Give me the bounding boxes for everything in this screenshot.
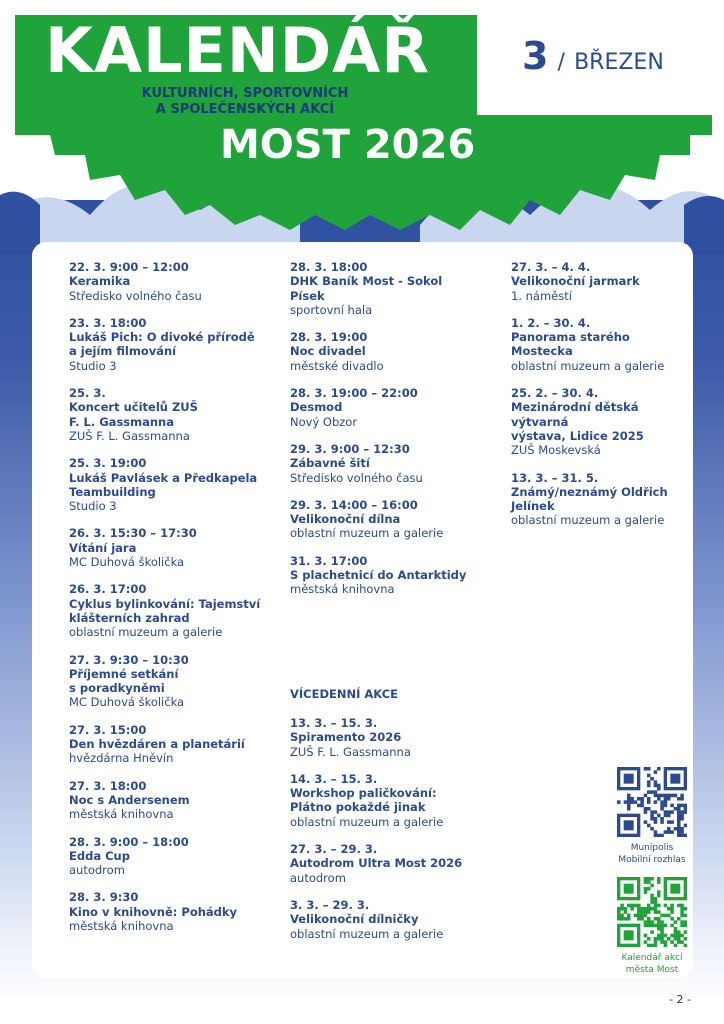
event-place: městská knihovna: [290, 582, 395, 597]
event-title: Edda Cup: [69, 848, 130, 863]
event-place: ZUŠ F. L. Gassmanna: [290, 744, 411, 759]
event-place: ZUŠ Moskevská: [511, 443, 601, 458]
qr-code-calendar-icon: [617, 877, 687, 947]
event-title: Velikonoční dílna: [290, 512, 401, 527]
event-item: [511, 386, 691, 457]
event-item: [290, 442, 500, 485]
page-title: KALENDÁŘ: [45, 14, 430, 87]
event-title: Noc divadel: [290, 344, 366, 359]
event-item: [69, 456, 279, 513]
event-item: [69, 835, 279, 878]
events-column-3: [511, 260, 691, 541]
event-date: 22. 3. 9:00 – 12:00: [69, 260, 189, 274]
event-date: 14. 3. – 15. 3.: [290, 771, 378, 786]
event-date: 27. 3. – 4. 4.: [511, 260, 591, 274]
event-item: [69, 526, 279, 569]
event-place: oblastní muzeum a galerie: [290, 926, 444, 941]
event-date: 28. 3. 9:00 – 18:00: [69, 834, 189, 849]
event-title: s poradkyněmi: [69, 681, 165, 696]
event-title: Autodrom Ultra Most 2026: [290, 856, 463, 871]
event-title: Vítání jara: [69, 540, 137, 555]
event-title: Zábavné šití: [290, 456, 370, 471]
event-title: Panorama starého Mostecka: [511, 330, 630, 359]
event-title: Cyklus bylinkování: Tajemství: [69, 596, 261, 611]
event-place: sportovní hala: [290, 302, 373, 317]
event-title: Kino v knihovně: Pohádky: [69, 904, 238, 919]
subtitle-line1: KULTURNÍCH, SPORTOVNÍCH: [141, 86, 349, 101]
event-title: Keramika: [69, 274, 131, 289]
event-place: oblastní muzeum a galerie: [290, 814, 444, 829]
event-date: 28. 3. 18:00: [290, 260, 368, 274]
event-place: oblastní muzeum a galerie: [290, 526, 444, 541]
event-place: oblastní muzeum a galerie: [511, 513, 665, 528]
event-date: 26. 3. 17:00: [69, 582, 147, 597]
event-item: [511, 260, 691, 303]
event-title: Koncert učitelů ZUŠ: [69, 400, 198, 415]
event-place: oblastní muzeum a galerie: [511, 358, 665, 373]
event-place: MC Duhová školička: [69, 695, 185, 710]
qr-label-calendar: [602, 952, 702, 976]
event-date: 23. 3. 18:00: [69, 315, 147, 330]
event-title: Lukáš Pavlásek a Předkapela: [69, 470, 258, 485]
event-item: [69, 260, 279, 303]
event-date: 3. 3. – 29. 3.: [290, 897, 370, 912]
month-separator: /: [557, 50, 565, 75]
event-place: Středisko volného času: [69, 288, 202, 303]
event-place: 1. náměstí: [511, 288, 572, 303]
event-item: [69, 779, 279, 822]
event-place: městská knihovna: [69, 807, 174, 822]
event-title: Známý/neznámý Oldřich: [511, 484, 668, 499]
event-title: Mezinárodní dětská výtvarná: [511, 400, 639, 429]
event-date: 25. 3.: [69, 386, 106, 401]
event-date: 29. 3. 9:00 – 12:30: [290, 441, 410, 456]
event-place: oblastní muzeum a galerie: [69, 625, 223, 640]
event-item: [511, 471, 691, 528]
event-place: Studio 3: [69, 358, 117, 373]
event-place: městské divadlo: [290, 358, 384, 373]
event-date: 1. 2. – 30. 4.: [511, 315, 591, 330]
subtitle-line2: A SPOLEČENSKÝCH AKCÍ: [155, 102, 335, 117]
event-date: 27. 3. 18:00: [69, 778, 147, 793]
event-item: [69, 723, 279, 766]
multiday-heading: VÍCEDENNÍ AKCE: [290, 687, 398, 701]
event-item: [290, 498, 500, 541]
event-title: Lukáš Pich: O divoké přírodě: [69, 330, 255, 345]
event-item: [290, 772, 500, 829]
event-title: Jelínek: [511, 499, 555, 514]
event-place: Nový Obzor: [290, 414, 358, 429]
events-panel: [32, 242, 693, 978]
month-number: 3: [522, 34, 549, 78]
qr-label-munipolis: [602, 842, 702, 866]
month-indicator: [522, 34, 664, 78]
event-title: S plachetnicí do Antarktidy: [290, 568, 467, 583]
qr2-label-line2: města Most: [625, 965, 679, 975]
event-date: 25. 2. – 30. 4.: [511, 386, 599, 401]
event-item: [290, 330, 500, 373]
event-item: [290, 898, 500, 941]
event-title: Noc s Andersenem: [69, 792, 190, 807]
event-title: DHK Baník Most - Sokol: [290, 274, 443, 289]
qr-code-munipolis-icon: [617, 767, 687, 837]
event-date: 25. 3. 19:00: [69, 456, 147, 471]
event-title: Písek: [290, 288, 325, 303]
event-item: [290, 260, 500, 317]
event-date: 28. 3. 19:00 – 22:00: [290, 386, 418, 401]
events-column-2: [290, 260, 500, 610]
qr2-label-line1: Kalendář akcí: [621, 953, 683, 963]
event-date: 27. 3. 9:30 – 10:30: [69, 652, 189, 667]
event-title: Příjemné setkání: [69, 666, 179, 681]
events-column-1: [69, 260, 279, 946]
event-title: a jejím filmování: [69, 344, 177, 359]
event-date: 27. 3. – 29. 3.: [290, 842, 378, 857]
event-title: F. L. Gassmanna: [69, 414, 175, 429]
event-item: [69, 582, 279, 639]
event-item: [290, 716, 500, 759]
event-title: Velikonoční jarmark: [511, 274, 640, 289]
event-date: 31. 3. 17:00: [290, 553, 368, 568]
event-item: [290, 842, 500, 885]
qr1-label-line1: Munipolis: [630, 843, 674, 853]
month-name: BŘEZEN: [574, 50, 664, 75]
event-item: [69, 890, 279, 933]
event-date: 27. 3. 15:00: [69, 722, 147, 737]
subtitle: [50, 86, 440, 118]
event-title: klášterních zahrad: [69, 610, 190, 625]
event-title: výstava, Lidice 2025: [511, 428, 644, 443]
page-number: - 2 -: [669, 993, 691, 1006]
event-item: [511, 316, 691, 373]
qr1-label-line2: Mobilní rozhlas: [618, 855, 686, 865]
multiday-events-column: [290, 716, 500, 954]
event-place: hvězdárna Hněvín: [69, 751, 174, 766]
event-place: autodrom: [290, 870, 346, 885]
event-place: autodrom: [69, 863, 125, 878]
city-year-title: MOST 2026: [220, 122, 476, 168]
event-title: Workshop paličkování:: [290, 786, 437, 801]
event-item: [69, 386, 279, 443]
event-title: Desmod: [290, 400, 343, 415]
event-title: Teambuilding: [69, 484, 156, 499]
event-item: [290, 554, 500, 597]
event-place: městská knihovna: [69, 918, 174, 933]
event-item: [69, 316, 279, 373]
event-title: Den hvězdáren a planetárií: [69, 737, 245, 752]
event-place: Středisko volného času: [290, 470, 423, 485]
event-item: [290, 386, 500, 429]
event-title: Plátno pokaždé jinak: [290, 800, 426, 815]
event-title: Velikonoční dílničky: [290, 912, 419, 927]
event-place: Studio 3: [69, 499, 117, 514]
event-place: MC Duhová školička: [69, 555, 185, 570]
event-date: 13. 3. – 31. 5.: [511, 470, 599, 485]
event-date: 28. 3. 19:00: [290, 330, 368, 345]
event-date: 29. 3. 14:00 – 16:00: [290, 497, 418, 512]
event-place: ZUŠ F. L. Gassmanna: [69, 428, 190, 443]
event-date: 26. 3. 15:30 – 17:30: [69, 526, 197, 541]
event-title: Spiramento 2026: [290, 730, 402, 745]
event-item: [69, 653, 279, 710]
event-date: 28. 3. 9:30: [69, 890, 139, 905]
event-date: 13. 3. – 15. 3.: [290, 716, 378, 730]
